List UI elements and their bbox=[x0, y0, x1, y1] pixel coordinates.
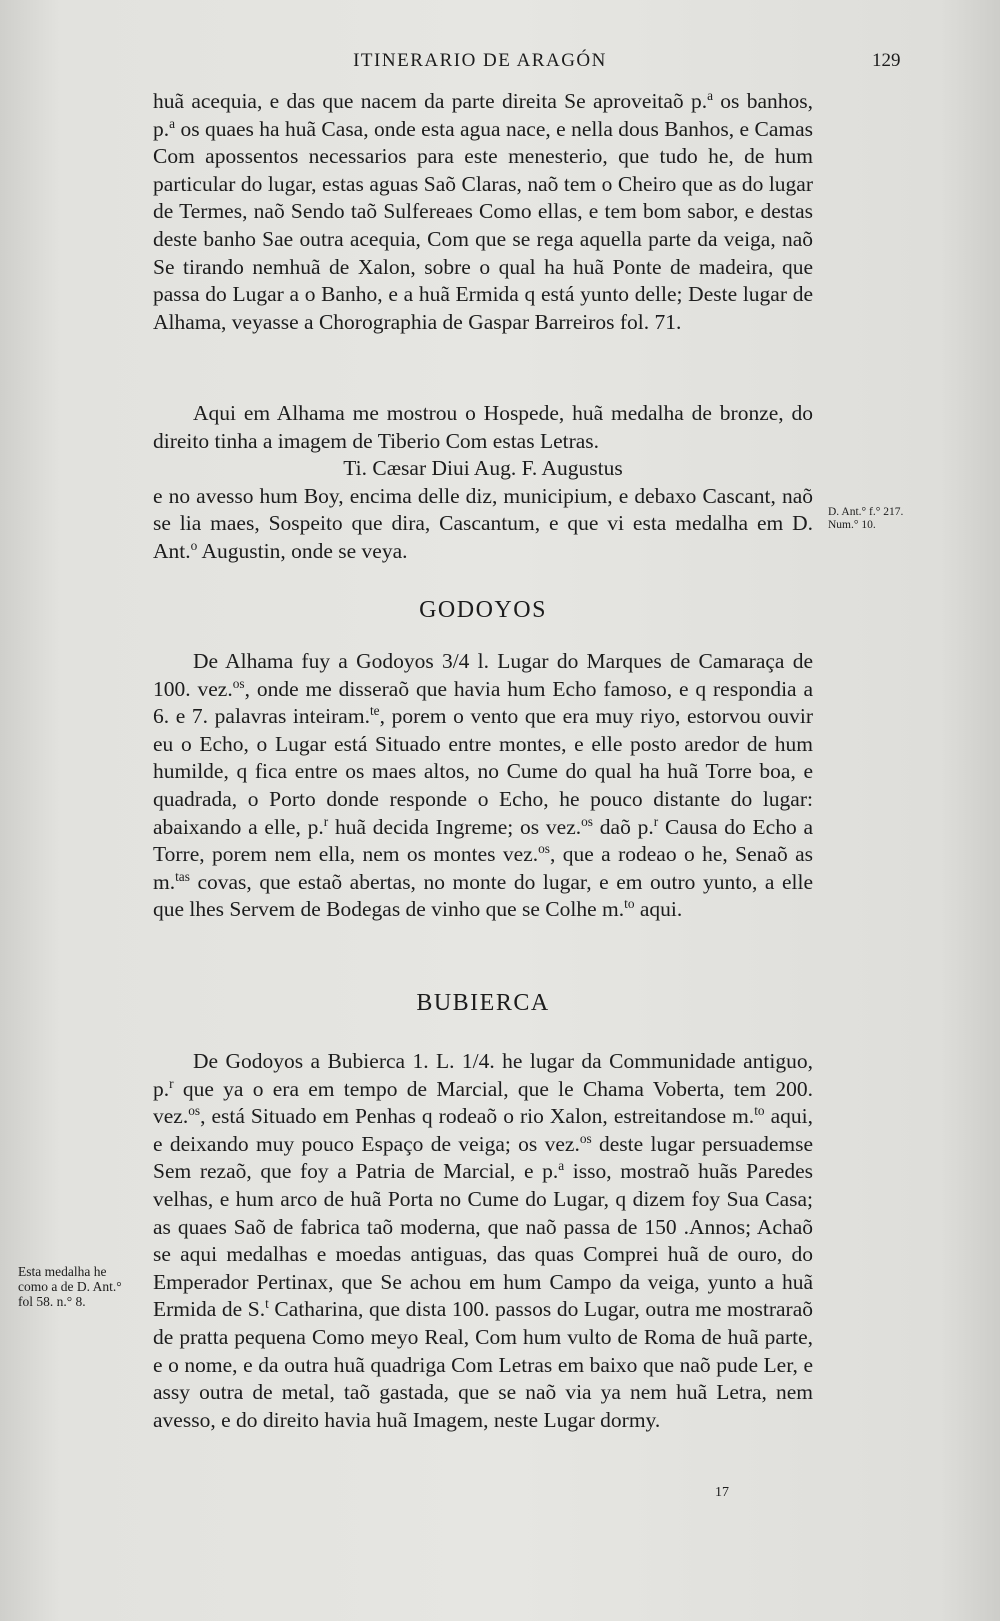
running-title: ITINERARIO DE ARAGÓN bbox=[353, 50, 607, 71]
signature-mark: 17 bbox=[715, 1485, 729, 1500]
page-number: 129 bbox=[872, 50, 901, 71]
section-heading-bubierca: BUBIERCA bbox=[416, 990, 550, 1016]
section-heading-godoyos: GODOYOS bbox=[419, 597, 547, 623]
side-reference: D. Ant.° f.° 217. Num.° 10. bbox=[828, 506, 904, 531]
fraction: 1/4 bbox=[461, 1049, 490, 1073]
margin-note: Esta medalha he como a de D. Ant.° fol 58. n.° 8. bbox=[18, 1264, 122, 1309]
paragraph-intro: huã acequia, e das que nacem da parte direita Se aproveitaõ p.$^a$ os banhos, p.$^a$ os quaes ha huã Casa, onde esta agua nace, e nella dous Banhos, e Camas Com apossentos necessarios para este menesterio, que tudo he, de hum particular do lugar, estas aguas Saõ Claras, naõ tem o Cheiro que as do lugar de Termes, naõ Sendo taõ Sulfereaes Como ellas, e tem bom sabor, e destas deste banho Sae outra acequia, Com que se rega aquella parte da veiga, naõ Se tirando nemhuã de Xalon, sobre o qual ha huã Ponte de madeira, que passa do Lugar a o Banho, e a huã Ermida q está yunto delle; Deste lugar de Alhama, veyasse a Chorographia de Gaspar Barreiros fol. 71. bbox=[153, 87, 813, 334]
paragraph-medal: Aqui em Alhama me mostrou o Hospede, huã medalha de bronze, do direito tinha a imagem de Tiberio Com estas Letras. Ti. Cæsar Diui Aug. F. Augustus e no avesso hum Boy, encima delle diz, municipium, e debaxo Cascant, naõ se lia maes, Sospeito que dira, Cascantum, e que vi esta medalha em D. Ant.$^o$ Augustin, onde se veya. bbox=[153, 401, 813, 563]
paragraph-bubierca: De Godoyos a Bubierca 1. L. 1/4. he lugar da Communidade antiguo, p.$^r$ que ya o era em tempo de Marcial, que le Chama Voberta, tem 200. vez.$^{os}$, está Situado em Penhas q rodeaõ o rio Xalon, estreitandose m.$^{to}$ aqui, e deixando muy pouco Espaço de veiga; os vez.$^{os}$ deste lugar persuademse Sem rezaõ, que foy a Patria de Marcial, e p.$^a$ isso, mostraõ huãs Paredes velhas, e hum arco de huã Porta no Cume do Lugar, q dizem foy Sua Casa; as quaes Saõ de fabrica taõ moderna, que naõ passa de 150 .Annos; Achaõ se aqui medalhas e moedas antiguas, das quas Comprei huã de ouro, do Emperador Pertinax, que Se achou em hum Campo da veiga, yunto a huã Ermida de S.$^t$ Catharina, que dista 100. passos do Lugar, outra me mostraraõ de pratta pequena Como meyo Real, Com hum vulto de Roma de huã parte, e o nome, e da outra huã quadriga Com Letras em baixo que naõ pude Ler, e assy outra de metal, taõ gastada, que se naõ via ya nem huã Letra, nem avesso, e do direito havia huã Imagem, neste Lugar dormy. bbox=[153, 1049, 814, 1432]
medal-inscription: Ti. Cæsar Diui Aug. F. Augustus bbox=[343, 456, 623, 481]
fraction: 3/4 bbox=[441, 649, 470, 673]
paragraph-godoyos: De Alhama fuy a Godoyos 3/4 l. Lugar do Marques de Camaraça de 100. vez.$^{os}$, onde me disseraõ que havia hum Echo famoso, e q respondia a 6. e 7. palavras inteiram.$^{te}$, porem o vento que era muy riyo, estorvou ouvir eu o Echo, o Lugar está Situado entre montes, e elle posto aredor de hum humilde, q fica entre os maes altos, no Cume do qual ha huã Torre boa, e quadrada, o Porto donde responde o Echo, he pouco distante do lugar: abaixando a elle, p.$^r$ huã decida Ingreme; os vez.$^{os}$ daõ p.$^r$ Causa do Echo a Torre, porem nem ella, nem os montes vez.$^{os}$, que a rodeao o he, Senaõ as m.$^{tas}$ covas, que estaõ abertas, no monte do lugar, e em outro yunto, a elle que lhes Servem de Bodegas de vinho que se Colhe m.$^{to}$ aqui. bbox=[153, 649, 814, 922]
